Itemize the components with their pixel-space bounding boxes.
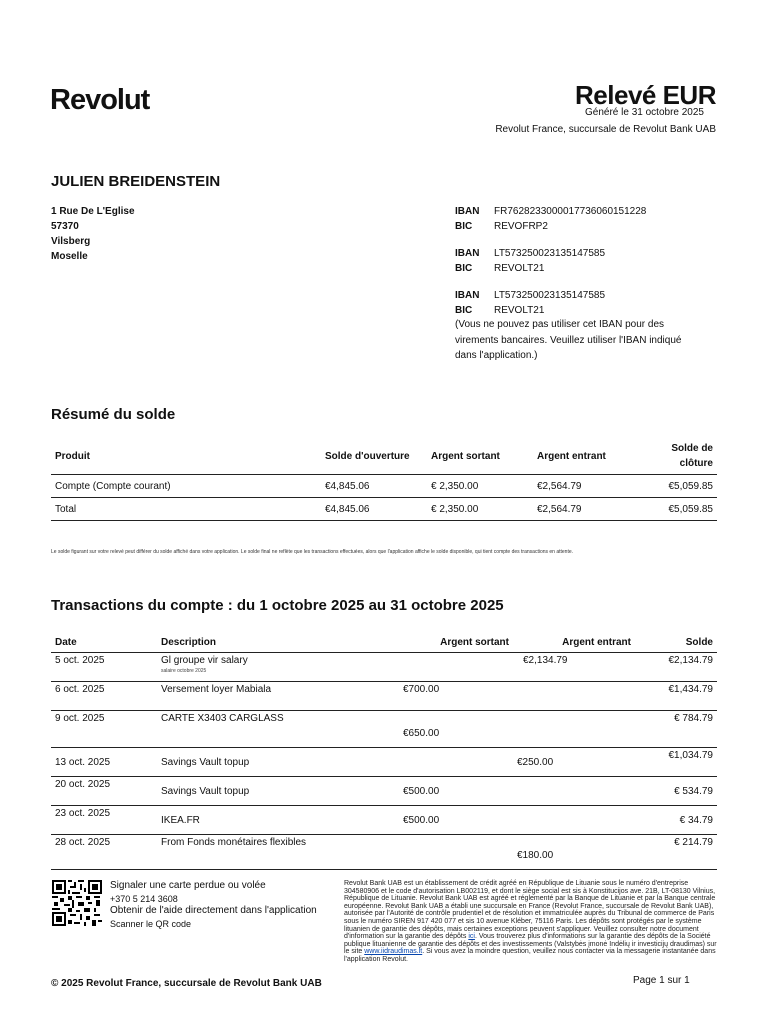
- statement-title: Relevé EUR: [575, 80, 716, 110]
- bic-label: BIC: [455, 305, 473, 316]
- cell-date: 20 oct. 2025: [51, 777, 157, 806]
- cell-date: 13 oct. 2025: [51, 748, 157, 777]
- cell-balance: €1,434.79: [635, 682, 717, 711]
- cell-description: Savings Vault topup: [157, 748, 395, 777]
- table-row: [51, 682, 717, 711]
- company-name: Revolut France, succursale de Revolut Bank UAB: [495, 124, 716, 135]
- iban-label: IBAN: [455, 290, 480, 301]
- account-block: [455, 246, 705, 276]
- customer-address: [51, 204, 135, 264]
- iban-note: (Vous ne pouvez pas utiliser cet IBAN pour des virements bancaires. Veuillez utiliser l'IBAN indiqué dans l'application.): [455, 319, 682, 361]
- col-date: Date: [51, 632, 157, 653]
- cell-balance: € 534.79: [635, 777, 717, 806]
- iban-value: LT573250023135147585: [494, 290, 606, 301]
- bic-label: BIC: [455, 221, 473, 232]
- cell-balance: € 784.79: [635, 711, 717, 748]
- iidraudimas-link[interactable]: www.iidraudimas.lt: [364, 948, 423, 956]
- address-line: 1 Rue De L'Eglise: [51, 206, 135, 217]
- qr-instruction: Scanner le QR code: [110, 918, 192, 929]
- qr-code-icon: [52, 880, 102, 926]
- table-row: [51, 835, 717, 870]
- iban-value: FR7628233000017736060151228: [494, 206, 647, 217]
- cell-in: €2,564.79: [533, 475, 641, 498]
- table-row: [51, 498, 717, 521]
- cell-balance: € 34.79: [635, 806, 717, 835]
- table-row: [51, 475, 717, 498]
- cell-out: €700.00: [395, 682, 513, 711]
- summary-table: [51, 438, 717, 521]
- cell-out: €650.00: [395, 711, 513, 748]
- cell-opening: €4,845.06: [321, 498, 427, 521]
- col-in: Argent entrant: [513, 632, 635, 653]
- cell-out: € 2,350.00: [427, 498, 533, 521]
- cell-in: €180.00: [513, 835, 635, 870]
- cell-in: €2,134.79: [513, 653, 635, 682]
- col-balance: Solde: [635, 632, 717, 653]
- col-out: Argent sortant: [395, 632, 513, 653]
- address-line: Moselle: [51, 251, 88, 262]
- cell-product: Compte (Compte courant): [51, 475, 321, 498]
- cell-opening: €4,845.06: [321, 475, 427, 498]
- bank-details: [455, 204, 705, 364]
- cell-out: €500.00: [395, 777, 513, 806]
- iban-value: LT573250023135147585: [494, 248, 606, 259]
- transactions-title: Transactions du compte : du 1 octobre 2025 au 31 octobre 2025: [51, 597, 504, 614]
- cell-description: CARTE X3403 CARGLASS: [157, 711, 395, 748]
- bic-label: BIC: [455, 263, 473, 274]
- footer-copyright: © 2025 Revolut France, succursale de Revolut Bank UAB: [51, 978, 322, 989]
- table-row: [51, 777, 717, 806]
- cell-out: € 2,350.00: [427, 475, 533, 498]
- col-opening: Solde d'ouverture: [321, 438, 427, 475]
- cell-out: [395, 748, 513, 777]
- cell-in: [513, 682, 635, 711]
- table-row: [51, 711, 717, 748]
- cell-in: [513, 806, 635, 835]
- cell-date: 9 oct. 2025: [51, 711, 157, 748]
- table-row: [51, 653, 717, 682]
- legal-notice: Revolut Bank UAB est un établissement de crédit agréé en République de Lituanie sous le numéro d'entreprise 304580906 et le code d'autorisation LB002119, et dont le siège social est sis à Konstitucijos ave. 21B, LT-08130 Vilnius, République de Lituanie. Revolut Bank UAB est agréé et réglementé par la Banque de Lituanie et par la Banque centrale européenne. Revolut Bank UAB a établi une succursale en France (Revolut France, succursale de Revolut Bank UAB), autorisée par l'Autorité de contrôle prudentiel et de résolution et immatriculée auprès du Tribunal de commerce de Paris sous le numéro SIREN 917 420 077 et sis 10 avenue Kléber, 75116 Paris. Les dépôts sont protégés par le système lituanien de garantie des dépôts, mais certaines exceptions peuvent s'appliquer. Veuillez consulter notre document d'information sur la garantie des dépôts ici. Vous trouverez plus d'informations sur la garantie des dépôts de la Société publique lituanienne de garantie des dépôts et des investissements (Valstybės įmonė Indėlių ir investicijų draudimas) sur le site www.iidraudimas.lt. Si vous avez la moindre question, veuillez nous contacter via la messagerie instantanée dans l'application Revolut.: [344, 880, 717, 963]
- cell-description: IKEA.FR: [157, 806, 395, 835]
- col-in: Argent entrant: [533, 438, 641, 475]
- col-out: Argent sortant: [427, 438, 533, 475]
- cell-date: 23 oct. 2025: [51, 806, 157, 835]
- table-header-row: [51, 632, 717, 653]
- help-phone: +370 5 214 3608: [110, 893, 178, 904]
- cell-date: 6 oct. 2025: [51, 682, 157, 711]
- bic-value: REVOLT21: [494, 263, 545, 274]
- cell-description: Versement loyer Mabiala: [157, 682, 395, 711]
- table-header-row: [51, 438, 717, 475]
- table-row: [51, 806, 717, 835]
- cell-balance: € 214.79: [635, 835, 717, 870]
- balance-disclaimer: Le solde figurant sur votre relevé peut différer du solde affiché dans votre application. Le solde final ne reflète que les transactions effectuées, alors que l'application affiche le solde disponible, qui tient compte des transactions en attente.: [51, 549, 574, 555]
- cell-in: €250.00: [513, 748, 635, 777]
- col-description: Description: [157, 632, 395, 653]
- cell-date: 28 oct. 2025: [51, 835, 157, 870]
- cell-balance: €1,034.79: [635, 748, 717, 777]
- cell-product: Total: [51, 498, 321, 521]
- account-block: [455, 288, 705, 364]
- page-number: Page 1 sur 1: [633, 975, 690, 986]
- cell-in: [513, 777, 635, 806]
- iban-label: IBAN: [455, 248, 480, 259]
- col-closing: Solde de clôture: [641, 438, 717, 475]
- cell-closing: €5,059.85: [641, 498, 717, 521]
- lost-card-text: Signaler une carte perdue ou volée: [110, 880, 266, 891]
- summary-title: Résumé du solde: [51, 406, 176, 423]
- cell-description: Savings Vault topup: [157, 777, 395, 806]
- table-row: [51, 748, 717, 777]
- bic-value: REVOFRP2: [494, 221, 548, 232]
- customer-name: JULIEN BREIDENSTEIN: [51, 173, 221, 190]
- bic-value: REVOLT21: [494, 305, 545, 316]
- help-block: [110, 880, 317, 930]
- cell-description: From Fonds monétaires flexibles: [157, 835, 395, 870]
- generated-date: Généré le 31 octobre 2025: [585, 107, 704, 118]
- col-product: Produit: [51, 438, 321, 475]
- cell-out: [395, 835, 513, 870]
- address-line: Vilsberg: [51, 236, 91, 247]
- cell-date: 5 oct. 2025: [51, 653, 157, 682]
- cell-in: [513, 711, 635, 748]
- app-help-text: Obtenir de l'aide directement dans l'application: [110, 905, 317, 916]
- cell-sub-description: salaire octobre 2025: [161, 668, 207, 674]
- cell-closing: €5,059.85: [641, 475, 717, 498]
- cell-description: Gl groupe vir salary salaire octobre 2025: [157, 653, 395, 682]
- account-block: [455, 204, 705, 234]
- iban-label: IBAN: [455, 206, 480, 217]
- cell-out: €500.00: [395, 806, 513, 835]
- cell-out: [395, 653, 513, 682]
- deposit-info-link[interactable]: ici: [468, 933, 475, 941]
- cell-balance: €2,134.79: [635, 653, 717, 682]
- address-line: 57370: [51, 221, 79, 232]
- revolut-logo: Revolut: [50, 84, 150, 116]
- cell-in: €2,564.79: [533, 498, 641, 521]
- transactions-table: [51, 632, 717, 870]
